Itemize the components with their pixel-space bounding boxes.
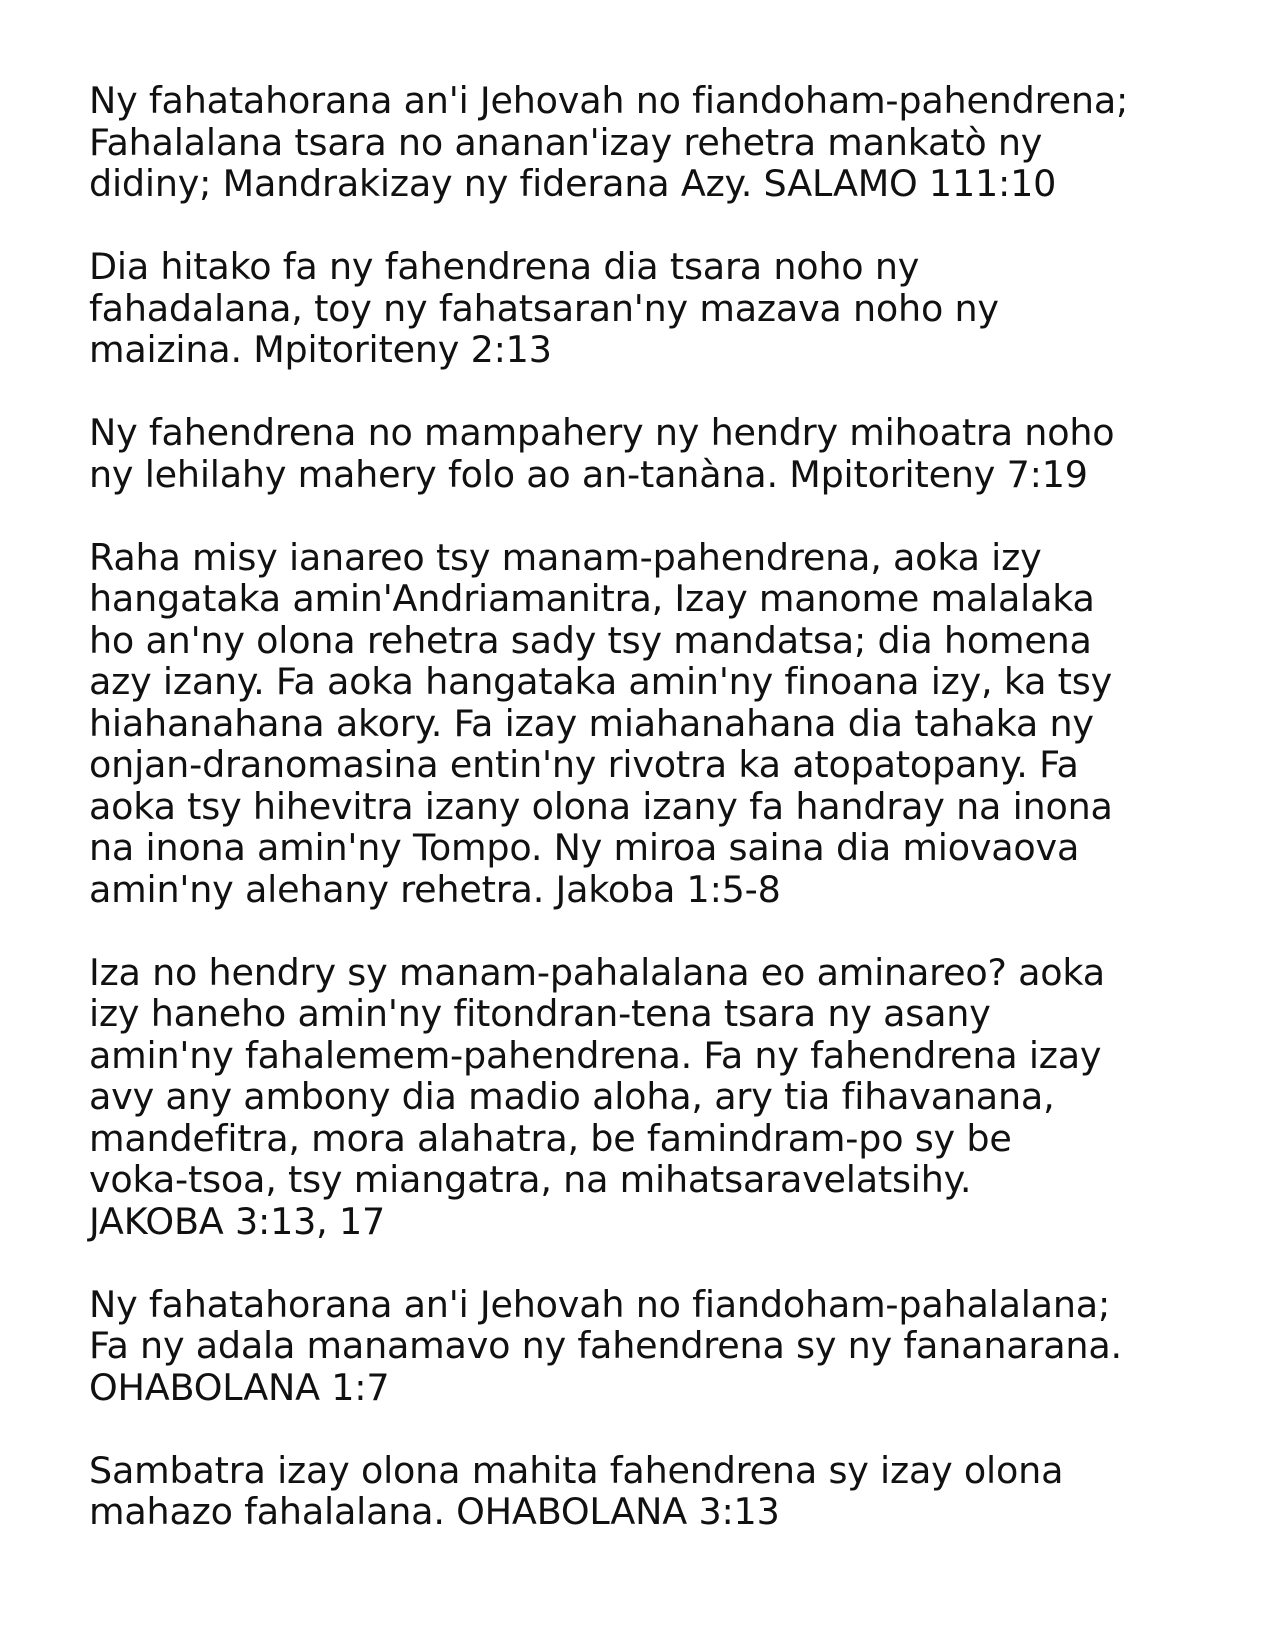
verse-line: Ny fahatahorana an'i Jehovah no fiandoham-pahalalana; [89,1282,1111,1326]
verse-line: izy haneho amin'ny fitondran-tena tsara ny asany [89,992,991,1035]
verse-line: Dia hitako fa ny fahendrena dia tsara noho ny [89,245,920,288]
verse-line: Raha misy ianareo tsy manam-pahendrena, aoka izy [89,535,1042,579]
verse-6 [89,1284,1219,1409]
verse-line: didiny; Mandrakizay ny fiderana Azy. SALAMO 111:10 [89,162,1057,205]
verse-line: aoka tsy hihevitra izany olona izany fa handray na inona [89,784,1113,828]
verse-line: maizina. Mpitoriteny 2:13 [89,328,552,371]
verse-line: Fa ny adala manamavo ny fahendrena sy ny fananarana. [89,1324,1122,1367]
verse-line: voka-tsoa, tsy miangatra, na mihatsaravelatsihy. [89,1158,972,1201]
verse-line: hangataka amin'Andriamanitra, Izay manome malalaka [89,577,1095,620]
verse-line: Fahalalana tsara no ananan'izay rehetra mankatò ny [89,120,1043,164]
verse-line: mandefitra, mora alahatra, be famindram-po sy be [89,1116,1012,1160]
verse-line: Iza no hendry sy manam-pahalalana eo aminareo? aoka [89,950,1105,994]
verse-7 [89,1450,1219,1533]
verse-line: mahazo fahalalana. OHABOLANA 3:13 [89,1490,780,1533]
verse-line: na inona amin'ny Tompo. Ny miroa saina dia miovaova [89,826,1080,869]
document-page [89,80,1219,1574]
verse-line: Ny fahendrena no mampahery ny hendry mihoatra noho [89,411,1115,454]
verse-2 [89,246,1219,371]
verse-5 [89,952,1219,1243]
verse-line: Ny fahatahorana an'i Jehovah no fiandoham-pahendrena; [89,79,1129,122]
verse-line: azy izany. Fa aoka hangataka amin'ny finoana izy, ka tsy [89,660,1113,703]
verse-line: onjan-dranomasina entin'ny rivotra ka atopatopany. Fa [89,743,1079,786]
verse-line: ho an'ny olona rehetra sady tsy mandatsa; dia homena [89,618,1092,662]
verse-1 [89,80,1219,205]
verse-line: Sambatra izay olona mahita fahendrena sy izay olona [89,1448,1064,1492]
verse-line: ny lehilahy mahery folo ao an-tanàna. Mpitoriteny 7:19 [89,452,1088,496]
verse-line: amin'ny fahalemem-pahendrena. Fa ny fahendrena izay [89,1033,1102,1077]
verse-4 [89,537,1219,911]
verse-line: JAKOBA 3:13, 17 [89,1199,385,1243]
verse-3 [89,412,1219,495]
verse-line: OHABOLANA 1:7 [89,1365,390,1409]
verse-line: hiahanahana akory. Fa izay miahanahana dia tahaka ny [89,701,1094,745]
verse-line: amin'ny alehany rehetra. Jakoba 1:5-8 [89,867,781,911]
verse-line: avy any ambony dia madio aloha, ary tia fihavanana, [89,1075,1055,1118]
verse-line: fahadalana, toy ny fahatsaran'ny mazava noho ny [89,286,999,330]
